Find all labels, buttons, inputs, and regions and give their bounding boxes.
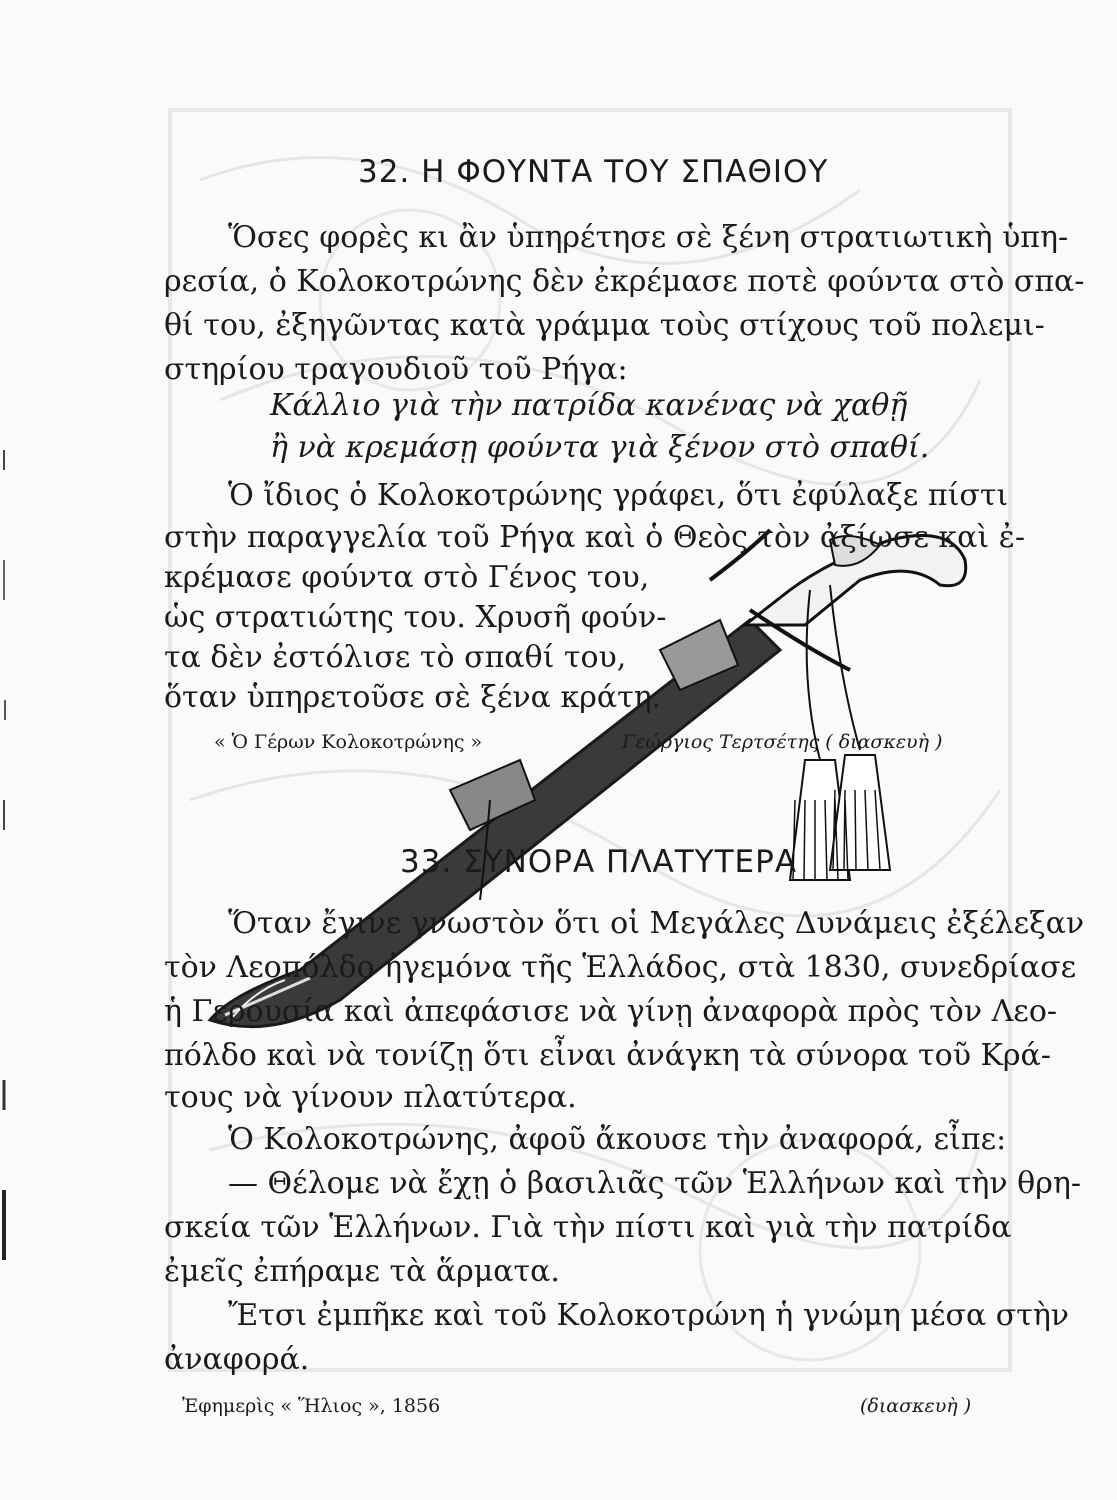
section-33-title: 33. ΣΥΝΟΡΑ ΠΛΑΤΥΤΕΡΑ	[400, 844, 798, 880]
paragraph-line: πόλδο καὶ νὰ τονίζῃ ὅτι εἶναι ἀνάγκη τὰ σύνορα τοῦ Κρά-	[164, 1038, 1051, 1073]
paragraph-line: τὸν Λεοπόλδο ἡγεμόνα τῆς Ἑλλάδος, στὰ 1830, συνεδρίασε	[164, 950, 1077, 985]
paragraph-line: ρεσία, ὁ Κολοκοτρώνης δὲν ἐκρέμασε ποτὲ φούντα στὸ σπα-	[164, 264, 1085, 299]
author-citation: Γεώργιος Τερτσέτης ( διασκευὴ )	[622, 731, 943, 753]
paragraph-line: ἡ Γερουσία καὶ ἀπεφάσισε νὰ γίνῃ ἀναφορὰ πρὸς τὸν Λεο-	[164, 994, 1058, 1029]
section-32-title: 32. Η ΦΟΥΝΤΑ ΤΟΥ ΣΠΑΘΙΟΥ	[358, 154, 829, 190]
paragraph-line: τα δὲν ἐστόλισε τὸ σπαθί του,	[164, 640, 627, 675]
paragraph-line: ἀναφορά.	[164, 1342, 310, 1377]
paragraph-line: Ἔτσι ἐμπῆκε καὶ τοῦ Κολοκοτρώνη ἡ γνώμη μέσα στὴν	[228, 1298, 1070, 1333]
paragraph-line: στηρίου τραγουδιοῦ τοῦ Ρήγα:	[164, 352, 628, 387]
paragraph-line: Ὅσες φορὲς κι ἂν ὑπηρέτησε σὲ ξένη στρατιωτικὴ ὑπη-	[228, 220, 1069, 255]
paragraph-line: στὴν παραγγελία τοῦ Ρήγα καὶ ὁ Θεὸς τὸν ἀξίωσε καὶ ἐ-	[164, 520, 1025, 555]
paragraph-line: τους νὰ γίνουν πλατύτερα.	[164, 1080, 577, 1115]
paragraph-line: Ὁ Κολοκοτρώνης, ἀφοῦ ἄκουσε τὴν ἀναφορά, εἶπε:	[228, 1122, 1007, 1157]
paragraph-line: ὅταν ὑπηρετοῦσε σὲ ξένα κράτη.	[164, 680, 662, 715]
note-citation: (διασκευὴ )	[860, 1395, 972, 1417]
source-citation: « Ὁ Γέρων Κολοκοτρώνης »	[214, 731, 483, 753]
paragraph-line: θί του, ἐξηγῶντας κατὰ γράμμα τοὺς στίχους τοῦ πολεμι-	[164, 308, 1045, 343]
paragraph-line: κρέμασε φούντα στὸ Γένος του,	[164, 560, 650, 595]
paragraph-line: ὡς στρατιώτης του. Χρυσῆ φούν-	[164, 600, 667, 635]
paragraph-line: — Θέλομε νὰ ἔχῃ ὁ βασιλιᾶς τῶν Ἑλλήνων καὶ τὴν θρη-	[228, 1166, 1081, 1201]
paragraph-line: σκεία τῶν Ἑλλήνων. Γιὰ τὴν πίστι καὶ γιὰ τὴν πατρίδα	[164, 1210, 1012, 1245]
verse-line: Κάλλιο γιὰ τὴν πατρίδα κανένας νὰ χαθῇ	[270, 388, 908, 423]
scan-edge	[0, 0, 14, 1500]
paragraph-line: Ὁ ἴδιος ὁ Κολοκοτρώνης γράφει, ὅτι ἐφύλαξε πίστι	[228, 478, 1009, 513]
verse-line: ἢ νὰ κρεμάσῃ φούντα γιὰ ξένον στὸ σπαθί.	[270, 430, 930, 465]
paragraph-line: Ὅταν ἔγινε γνωστὸν ὅτι οἱ Μεγάλες Δυνάμεις ἐξέλεξαν	[228, 906, 1085, 941]
paragraph-line: ἐμεῖς ἐπήραμε τὰ ἅρματα.	[164, 1254, 560, 1289]
source-citation: Ἐφημερὶς « Ἥλιος », 1856	[182, 1395, 441, 1417]
